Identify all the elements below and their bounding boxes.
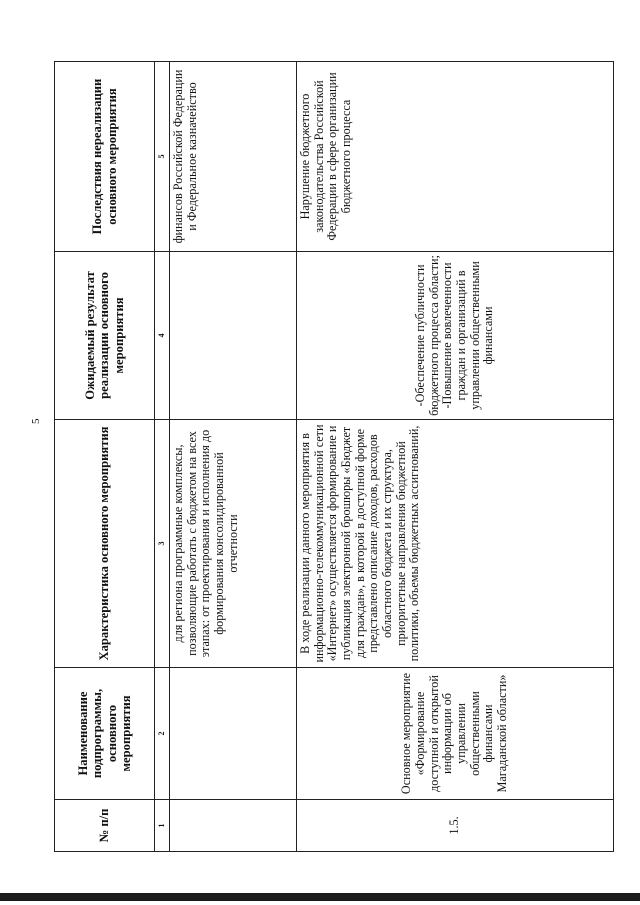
header-number: № п/п	[55, 800, 155, 852]
row-result: -Обеспечение публичности бюджетного процесса области; -Повышение вовлеченности граждан и организаций в управлении общественными финансами	[297, 252, 614, 420]
column-number: 5	[155, 62, 170, 252]
scan-bottom-edge	[0, 893, 640, 901]
header-name: Наименование подпрограммы, основного мероприятия	[55, 668, 155, 800]
row-result	[170, 252, 297, 420]
row-name	[170, 668, 297, 800]
header-characteristic: Характеристика основного мероприятия	[55, 420, 155, 668]
row-name: Основное мероприятие «Формирование доступной и открытой информации об управлении общественными финансами Магаданской области»	[297, 668, 614, 800]
row-consequence: Нарушение бюджетного законодательства Российской Федерации в сфере организации бюджетного процесса	[297, 62, 614, 252]
measures-table	[54, 61, 614, 852]
row-characteristic: В ходе реализации данного мероприятия в информационно-телекоммуникационной сети «Интернет» осуществляется формирование и публикация электронной брошюры «Бюджет для граждан», в которой в доступной форме представлено описание доходов, расходов областного бюджета и их структура, приоритетные направления бюджетной политики, объемы бюджетных ассигнований,	[297, 420, 614, 668]
table-row	[297, 62, 614, 852]
page-number: 5	[30, 418, 42, 424]
row-number	[170, 800, 297, 852]
table-header-row	[55, 62, 155, 852]
row-number: 1.5.	[297, 800, 614, 852]
column-number-row	[155, 62, 170, 852]
row-consequence: финансов Российской Федерации и Федеральное казначейство	[170, 62, 297, 252]
row-characteristic: для региона программные комплексы, позволяющие работать с бюджетом на всех этапах: от проектирования и исполнения до формирования консолидированной отчетности	[170, 420, 297, 668]
header-consequence: Последствия нереализации основного мероприятия	[55, 62, 155, 252]
column-number: 2	[155, 668, 170, 800]
column-number: 4	[155, 252, 170, 420]
column-number: 1	[155, 800, 170, 852]
header-result: Ожидаемый результат реализации основного мероприятия	[55, 252, 155, 420]
table-row	[170, 62, 297, 852]
rotated-table-container	[54, 62, 614, 852]
column-number: 3	[155, 420, 170, 668]
